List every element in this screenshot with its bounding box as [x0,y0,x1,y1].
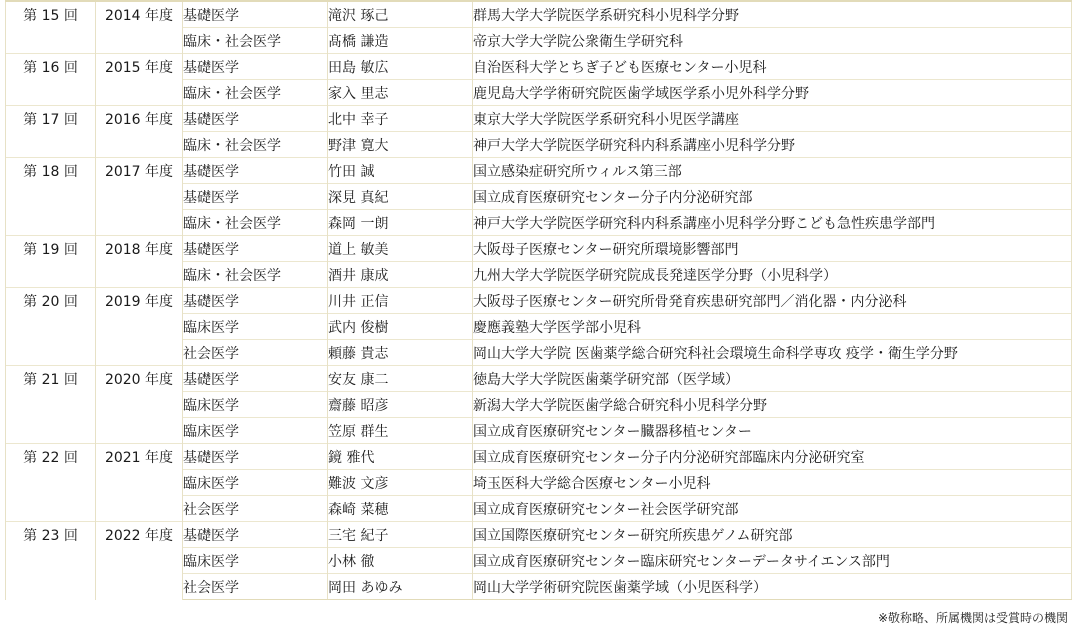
round-number-cell: 第 18 回 [6,158,96,236]
awardee-name-cell: 鏡 雅代 [328,444,473,470]
category-cell: 基礎医学 [183,288,328,314]
affiliation-cell: 自治医科大学とちぎ子ども医療センター小児科 [473,54,1072,80]
affiliation-cell: 鹿児島大学学術研究院医歯学域医学系小児外科学分野 [473,80,1072,106]
affiliation-cell: 国立成育医療研究センター分子内分泌研究部 [473,184,1072,210]
category-cell: 基礎医学 [183,444,328,470]
round-number-cell: 第 16 回 [6,54,96,106]
awardee-name-cell: 頼藤 貴志 [328,340,473,366]
awardee-table-body [6,1,1072,600]
awardee-name-cell: 道上 敏美 [328,236,473,262]
affiliation-cell: 神戸大学大学院医学研究科内科系講座小児科学分野こども急性疾患学部門 [473,210,1072,236]
fiscal-year-cell: 2021 年度 [96,444,183,522]
round-number-cell: 第 21 回 [6,366,96,444]
category-cell: 社会医学 [183,340,328,366]
affiliation-cell: 国立成育医療研究センター分子内分泌研究部臨床内分泌研究室 [473,444,1072,470]
footnote: ※敬称略、所属機関は受賞時の機関 [877,611,1068,625]
fiscal-year-cell: 2015 年度 [96,54,183,106]
category-cell: 基礎医学 [183,158,328,184]
fiscal-year-cell: 2020 年度 [96,366,183,444]
category-cell: 社会医学 [183,574,328,600]
awardee-name-cell: 川井 正信 [328,288,473,314]
awardee-name-cell: 岡田 あゆみ [328,574,473,600]
round-number-cell: 第 15 回 [6,1,96,54]
table-row [6,444,1072,470]
round-number-cell: 第 22 回 [6,444,96,522]
awardee-name-cell: 森崎 菜穂 [328,496,473,522]
awardee-name-cell: 滝沢 琢己 [328,1,473,28]
affiliation-cell: 埼玉医科大学総合医療センター小児科 [473,470,1072,496]
category-cell: 基礎医学 [183,1,328,28]
category-cell: 臨床医学 [183,470,328,496]
fiscal-year-cell: 2016 年度 [96,106,183,158]
category-cell: 臨床医学 [183,418,328,444]
category-cell: 臨床・社会医学 [183,80,328,106]
affiliation-cell: 群馬大学大学院医学系研究科小児科学分野 [473,1,1072,28]
awardee-name-cell: 齋藤 昭彦 [328,392,473,418]
affiliation-cell: 国立感染症研究所ウィルス第三部 [473,158,1072,184]
affiliation-cell: 国立成育医療研究センター社会医学研究部 [473,496,1072,522]
affiliation-cell: 岡山大学大学院 医歯薬学総合研究科社会環境生命科学専攻 疫学・衛生学分野 [473,340,1072,366]
affiliation-cell: 大阪母子医療センター研究所骨発育疾患研究部門／消化器・内分泌科 [473,288,1072,314]
category-cell: 臨床・社会医学 [183,210,328,236]
affiliation-cell: 九州大学大学院医学研究院成長発達医学分野（小児科学） [473,262,1072,288]
table-row [6,522,1072,548]
awardee-name-cell: 武内 俊樹 [328,314,473,340]
affiliation-cell: 国立成育医療研究センター臓器移植センター [473,418,1072,444]
category-cell: 臨床・社会医学 [183,132,328,158]
round-number-cell: 第 20 回 [6,288,96,366]
category-cell: 基礎医学 [183,184,328,210]
affiliation-cell: 大阪母子医療センター研究所環境影響部門 [473,236,1072,262]
affiliation-cell: 帝京大学大学院公衆衛生学研究科 [473,28,1072,54]
category-cell: 基礎医学 [183,366,328,392]
fiscal-year-cell: 2017 年度 [96,158,183,236]
category-cell: 臨床・社会医学 [183,28,328,54]
affiliation-cell: 新潟大学大学院医歯学総合研究科小児科学分野 [473,392,1072,418]
affiliation-cell: 神戸大学大学院医学研究科内科系講座小児科学分野 [473,132,1072,158]
awardee-name-cell: 安友 康二 [328,366,473,392]
awardee-name-cell: 三宅 紀子 [328,522,473,548]
affiliation-cell: 国立成育医療研究センター臨床研究センターデータサイエンス部門 [473,548,1072,574]
awardee-name-cell: 小林 徹 [328,548,473,574]
affiliation-cell: 岡山大学学術研究院医歯薬学域（小児医科学） [473,574,1072,600]
category-cell: 臨床医学 [183,392,328,418]
round-number-cell: 第 23 回 [6,522,96,600]
round-number-cell: 第 17 回 [6,106,96,158]
awardee-name-cell: 北中 幸子 [328,106,473,132]
table-row [6,366,1072,392]
awardee-name-cell: 森岡 一朗 [328,210,473,236]
category-cell: 基礎医学 [183,106,328,132]
affiliation-cell: 徳島大学大学院医歯薬学研究部（医学域） [473,366,1072,392]
category-cell: 基礎医学 [183,236,328,262]
awardee-name-cell: 髙橋 謙造 [328,28,473,54]
table-row [6,54,1072,80]
fiscal-year-cell: 2019 年度 [96,288,183,366]
category-cell: 社会医学 [183,496,328,522]
affiliation-cell: 慶應義塾大学医学部小児科 [473,314,1072,340]
awardee-name-cell: 笠原 群生 [328,418,473,444]
category-cell: 臨床・社会医学 [183,262,328,288]
round-number-cell: 第 19 回 [6,236,96,288]
table-row [6,1,1072,28]
awardee-name-cell: 酒井 康成 [328,262,473,288]
fiscal-year-cell: 2014 年度 [96,1,183,54]
table-row [6,236,1072,262]
awardee-name-cell: 家入 里志 [328,80,473,106]
table-row [6,106,1072,132]
awardee-name-cell: 深見 真紀 [328,184,473,210]
category-cell: 臨床医学 [183,314,328,340]
affiliation-cell: 国立国際医療研究センター研究所疾患ゲノム研究部 [473,522,1072,548]
category-cell: 基礎医学 [183,54,328,80]
table-row [6,288,1072,314]
awardee-name-cell: 難波 文彦 [328,470,473,496]
awardee-name-cell: 竹田 誠 [328,158,473,184]
fiscal-year-cell: 2022 年度 [96,522,183,600]
awardee-name-cell: 野津 寛大 [328,132,473,158]
table-row [6,158,1072,184]
fiscal-year-cell: 2018 年度 [96,236,183,288]
category-cell: 基礎医学 [183,522,328,548]
affiliation-cell: 東京大学大学院医学系研究科小児医学講座 [473,106,1072,132]
category-cell: 臨床医学 [183,548,328,574]
awardee-table [5,0,1072,600]
awardee-name-cell: 田島 敏広 [328,54,473,80]
